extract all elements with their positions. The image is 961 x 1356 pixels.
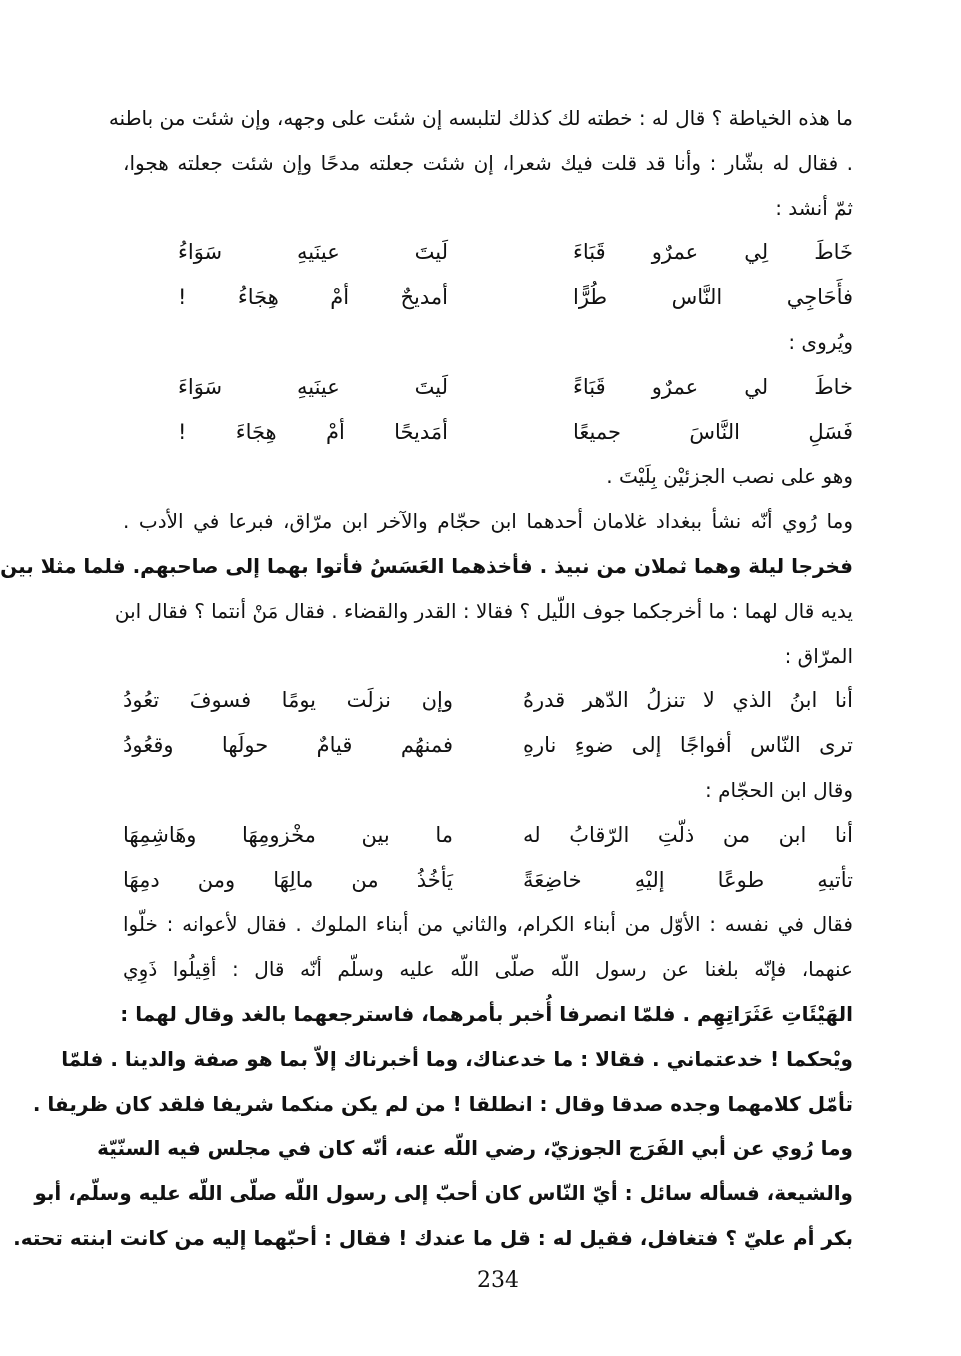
verse-line <box>123 858 853 903</box>
text-line: وما رُوي عن أبي الفَرَج الجوزيّ، رضي اللّه عنه، أنّه كان في مجلس فيه السنّيّة <box>97 1136 853 1161</box>
verse-line <box>123 723 853 768</box>
text-line: فخرجا ليلة وهما ثملان من نبيذ . فأخذهما العَسَسُ فأتوا بهما إلى صاحبهم. فلما مثلا بين <box>0 553 853 578</box>
text-line: وقال ابن الحجّام : <box>705 777 853 802</box>
verse-first-hemistich: فأَحَاجِي النَّاس طُرًّا <box>573 285 853 310</box>
verse-line <box>123 813 853 858</box>
verse-line <box>123 410 853 455</box>
text-line: ثمّ أنشد : <box>775 195 853 220</box>
verse-second-hemistich: يَأخُذُ من مالِهَا ومن دمِهَا <box>123 867 453 892</box>
text-line: الهَيْئَاتِ عَثَرَاتِهِم . فلمّا انصرفا أُخبر بأمرهما، فاسترجعهما بالغد وقال لهما : <box>120 1001 853 1026</box>
verse-first-hemistich: ترى النّاس أفواجًا إلى ضوءِ نارهِ <box>523 733 853 758</box>
page-text <box>0 96 853 1261</box>
text-line: . فقال له بشّار : وأنا قد قلت فيك شعرا، إن شئت جعلته مدحًا وإن شئت جعلته هجوا، <box>123 150 853 175</box>
text-line: تأمّل كلامهما وجده صدقا وقال : انطلقا ! من لم يكن منكما شريفا فلقد كان ظريفا . <box>32 1091 853 1116</box>
text-line: عنهما، فإنّه بلغنا عن رسول اللّه صلّى اللّه عليه وسلّم أنّه قال : أقِيلُوا ذَوِي <box>123 957 853 982</box>
text-line: بكر أم عليّ ؟ فتغافل، فقيل له : قل ما عندك ! فقال : أحبّهما إليه من كانت ابنته تحته. <box>13 1225 853 1250</box>
verse-first-hemistich: أنا ابن من ذلّتِ الرّقابُ له <box>523 822 853 847</box>
verse-second-hemistich: لَيتَ عينَيهِ سَوَاءُ <box>178 240 448 265</box>
verse-second-hemistich: فمنهُم قيامٌ حولَها وقعُودُ <box>123 733 453 758</box>
verse-second-hemistich: أمَديحًا أمْ هِجَاءَ ! <box>178 419 448 444</box>
verse-line <box>123 365 853 410</box>
verse-second-hemistich: أمديحٌ أمْ هِجَاءُ ! <box>178 285 448 310</box>
verse-line <box>123 275 853 320</box>
verse-second-hemistich: ما بين مخْزومِهَا وهَاشِمِهَا <box>123 822 453 847</box>
verse-first-hemistich: خَاطَ لِي عمرٌو قَبَاءَ <box>573 240 853 265</box>
text-line: يديه قال لهما : ما أخرجكما جوف اللّيل ؟ فقالا : القدر والقضاء . فقال مَنْ أنتما ؟ فقال ابن <box>114 598 853 623</box>
verse-line <box>123 230 853 275</box>
text-line: وهو على نصب الجزئيْن بِلَيْتَ . <box>606 464 853 489</box>
page-number: 234 <box>477 1268 519 1293</box>
verse-first-hemistich: خاطَ لي عمرٌو قَبَاءً <box>573 374 853 399</box>
text-line: فقال في نفسه : الأوّل من أبناء الكرام، والثاني من أبناء الملوك . فقال لأعوانه : خلّوا <box>123 912 853 937</box>
verse-first-hemistich: فَسَلِ النَّاسَ جميعًا <box>573 419 853 444</box>
verse-second-hemistich: وإن نزلَت يومًا فسوفَ تعُودُ <box>123 688 453 713</box>
text-line: ويْحكما ! خدعتماني . فقالا : ما خدعناك، وما أخبرناك إلاّ بما هو صفة والدينا . فلمّا <box>61 1046 853 1071</box>
verse-line <box>123 678 853 723</box>
verse-first-hemistich: تأتيهِ طوعًا إليْهِ خاضِعَةً <box>523 867 853 892</box>
text-line: وما رُوي أنّه نشأ ببغداد غلامان أحدهما ابن حجّام والآخر ابن مرّاق، فبرعا في الأدب . <box>123 509 853 534</box>
verse-second-hemistich: لَيتَ عينَيهِ سَوَاءَ <box>178 374 448 399</box>
text-line: والشيعة، فسأله سائل : أيّ النّاس كان أحبّ إلى رسول اللّه صلّى اللّه عليه وسلّم، أبو <box>34 1181 853 1206</box>
verse-first-hemistich: أنا ابنُ الذي لا تنزلُ الدّهر قدرهُ <box>523 688 853 713</box>
text-line: المرّاق : <box>784 643 853 668</box>
text-line: ويُروى : <box>788 329 853 354</box>
text-line: ما هذه الخياطة ؟ قال له : خطته لك كذلك لتلبسه إن شئت على وجهه، وإن شئت من باطنه <box>108 106 853 130</box>
